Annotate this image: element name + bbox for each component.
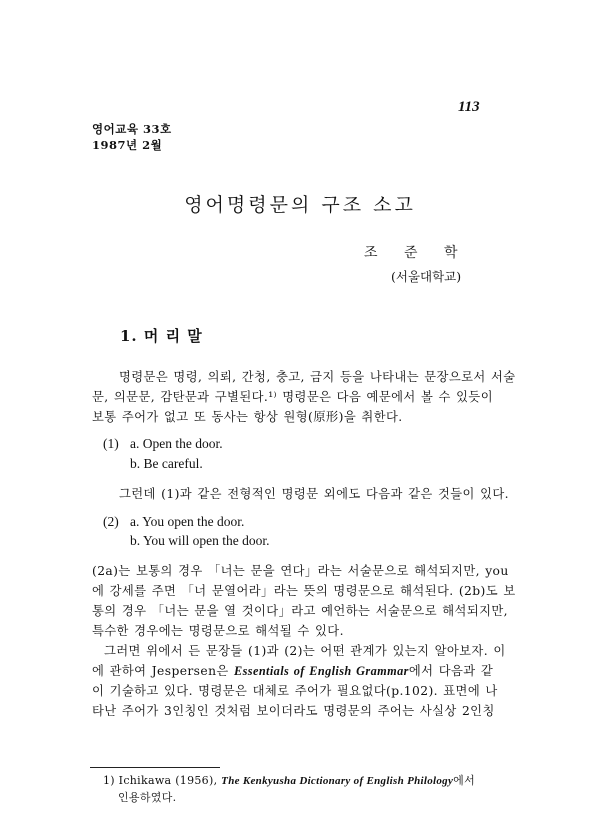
footnote-text: 에서 [453, 774, 476, 787]
paragraph-line: 명령문은 명령, 의뢰, 간청, 충고, 금지 등을 나타내는 문장으로서 서술 [119, 370, 516, 384]
paragraph-line: 통의 경우 「너는 문을 열 것이다」라고 예언하는 서술문으로 해석되지만, [92, 604, 508, 618]
example-sentence: a. Open the door. [130, 436, 223, 451]
section-heading: 1. 머 리 말 [120, 327, 203, 345]
example-sentence: b. Be careful. [130, 456, 203, 471]
footnote-divider [90, 767, 220, 768]
paragraph-line: 에 강세를 주면 「너 문열어라」라는 뜻의 명령문으로 해석된다. (2b)도 보 [92, 584, 516, 598]
paper-title: 영어명령문의 구조 소고 [184, 194, 416, 216]
text-span: 에서 다음과 같 [408, 664, 494, 678]
example-sentence: a. You open the door. [130, 514, 245, 529]
paragraph-line: 문, 의문문, 감탄문과 구별된다.¹⁾ 명령문은 다음 예문에서 볼 수 있듯이 [92, 390, 493, 404]
paragraph-line: 타난 주어가 3인칭인 것처럼 보이더라도 명령문의 주어는 사실상 2인칭 [92, 704, 495, 718]
footnote-line [103, 772, 475, 788]
page-number: 113 [458, 99, 480, 115]
footnote-line: 인용하였다. [118, 791, 177, 804]
paragraph-line: 이 기술하고 있다. 명령문은 대체로 주어가 필요없다(p.102). 표면에 나 [92, 684, 498, 698]
example-sentence: b. You will open the door. [130, 533, 270, 548]
text-span: 에 관하여 Jespersen은 [92, 664, 234, 678]
journal-issue: 영어교육 33호 [92, 122, 172, 136]
paragraph-line: (2a)는 보통의 경우 「너는 문을 연다」라는 서술문으로 해석되지만, you [92, 564, 509, 578]
example-label: (1) [103, 436, 119, 451]
footnote-book-title: The Kenkyusha Dictionary of English Philology [221, 775, 454, 787]
paragraph-line: 그러면 위에서 든 문장들 (1)과 (2)는 어떤 관계가 있는지 알아보자. 이 [104, 644, 506, 658]
journal-date: 1987년 2월 [92, 138, 163, 152]
author-name: 조 준 학 [364, 245, 458, 261]
author-affiliation: (서울대학교) [391, 269, 462, 284]
paragraph-line: 그런데 (1)과 같은 전형적인 명령문 외에도 다음과 같은 것들이 있다. [119, 487, 509, 501]
book-title: Essentials of English Grammar [233, 664, 409, 678]
paragraph-line: 특수한 경우에는 명령문으로 해석될 수 있다. [92, 624, 344, 638]
example-label: (2) [103, 514, 119, 529]
footnote-text: 1) Ichikawa (1956), [103, 774, 222, 787]
paragraph-line [92, 661, 493, 679]
paragraph-line: 보통 주어가 없고 또 동사는 항상 원형(原形)을 취한다. [92, 410, 403, 424]
